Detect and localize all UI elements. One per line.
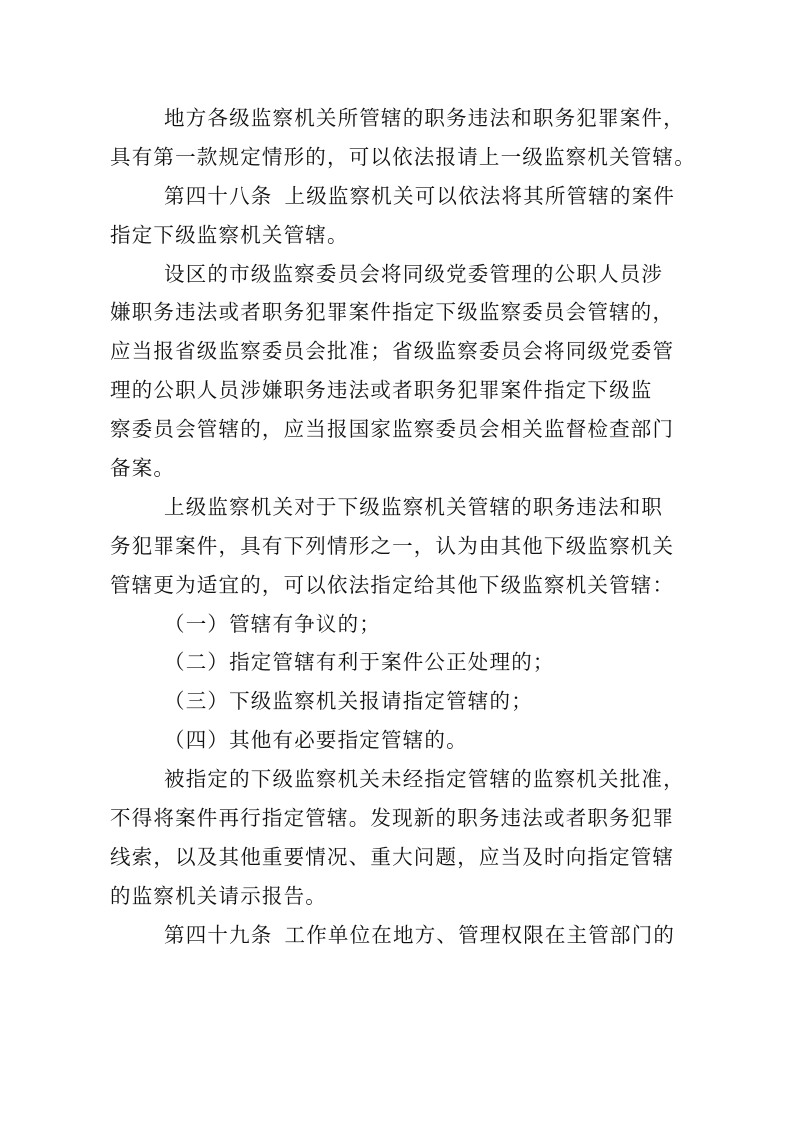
paragraph-line: 察委员会管辖的，应当报国家监察委员会相关监督检查部门: [110, 417, 675, 442]
paragraph-line: 应当报省级监察委员会批准；省级监察委员会将同级党委管: [110, 339, 675, 364]
paragraph-line: 不得将案件再行指定管辖。发现新的职务违法或者职务犯罪: [110, 806, 675, 831]
list-item: （二）指定管辖有利于案件公正处理的；: [164, 650, 555, 675]
article-text: 上级监察机关可以依法将其所管辖的案件: [284, 183, 676, 208]
paragraph-line: 地方各级监察机关所管辖的职务违法和职务犯罪案件，: [164, 106, 685, 130]
paragraph-line: 务犯罪案件，具有下列情形之一，认为由其他下级监察机关: [110, 533, 675, 558]
paragraph-line: 理的公职人员涉嫌职务违法或者职务犯罪案件指定下级监: [110, 378, 653, 403]
paragraph-line: 指定下级监察机关管辖。: [110, 222, 349, 247]
list-item: （三）下级监察机关报请指定管辖的；: [164, 689, 533, 714]
article-label: 第四十八条: [164, 183, 273, 208]
paragraph-line: 被指定的下级监察机关未经指定管辖的监察机关批准，: [164, 767, 685, 792]
article-text: 工作单位在地方、管理权限在主管部门的: [284, 922, 676, 947]
paragraph-line: 嫌职务违法或者职务犯罪案件指定下级监察委员会管辖的，: [110, 300, 675, 325]
list-item: （一）管辖有争议的；: [164, 611, 381, 636]
paragraph-line: 线索，以及其他重要情况、重大问题，应当及时向指定管辖: [110, 844, 675, 869]
paragraph-line: 管辖更为适宜的，可以依法指定给其他下级监察机关管辖：: [110, 572, 675, 597]
paragraph-line: 设区的市级监察委员会将同级党委管理的公职人员涉: [164, 261, 664, 286]
article-49-heading-line: [110, 916, 690, 955]
list-item: （四）其他有必要指定管辖的。: [164, 728, 468, 753]
paragraph-line: 备案。: [110, 456, 176, 481]
paragraph-line: 的监察机关请示报告。: [110, 883, 327, 908]
document-body: [110, 99, 696, 955]
article-48-heading-line: [110, 177, 690, 216]
paragraph-line: 具有第一款规定情形的，可以依法报请上一级监察机关管辖。: [110, 144, 696, 169]
paragraph-line: 上级监察机关对于下级监察机关管辖的职务违法和职: [164, 494, 664, 519]
article-label: 第四十九条: [164, 922, 273, 947]
